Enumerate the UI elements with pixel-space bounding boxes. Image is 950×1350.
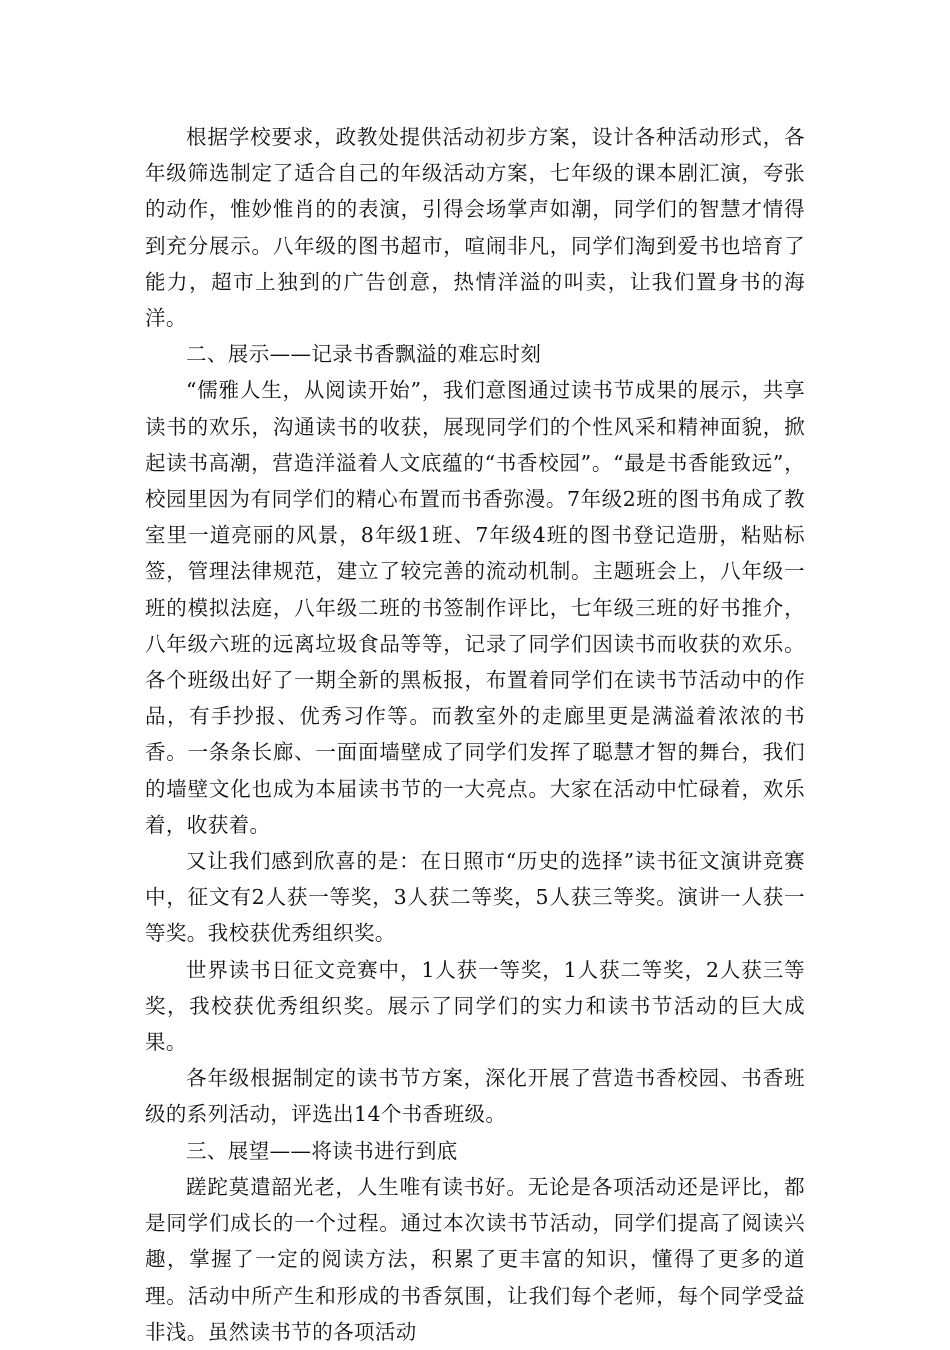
document-body	[145, 119, 805, 1350]
paragraph-activity-plans: 根据学校要求，政教处提供活动初步方案，设计各种活动形式，各年级筛选制定了适合自己的年级活动方案，七年级的课本剧汇演，夸张的动作，惟妙惟肖的的表演，引得会场掌声如潮，同学们的智慧才情得到充分展示。八年级的图书超市，喧闹非凡，同学们淘到爱书也培育了能力，超市上独到的广告创意，热情洋溢的叫卖，让我们置身书的海洋。	[145, 125, 805, 331]
paragraph-outlook: 蹉跎莫遣韶光老，人生唯有读书好。无论是各项活动还是评比，都是同学们成长的一个过程。通过本次读书节活动，同学们提高了阅读兴趣，掌握了一定的阅读方法，积累了更丰富的知识，懂得了更多的道理。活动中所产生和形成的书香氛围，让我们每个老师，每个同学受益非浅。虽然读书节的各项活动	[145, 1174, 805, 1344]
section-heading-showcase: 二、展示——记录书香飘溢的难忘时刻	[186, 342, 542, 367]
section-heading-outlook: 三、展望——将读书进行到底	[186, 1138, 458, 1163]
paragraph-showcase-results: “儒雅人生，从阅读开始”，我们意图通过读书节成果的展示，共享读书的欢乐，沟通读书的收获，展现同学们的个性风采和精神面貌，掀起读书高潮，营造洋溢着人文底蕴的“书香校园”。“最是书香能致远”，校园里因为有同学们的精心布置而书香弥漫。7年级2班的图书角成了教室里一道亮丽的风景，8年级1班、7年级4班的图书登记造册，粘贴标签，管理法律规范，建立了较完善的流动机制。主题班会上，八年级一班的模拟法庭，八年级二班的书签制作评比，七年级三班的好书推介，八年级六班的远离垃圾食品等等，记录了同学们因读书而收获的欢乐。各个班级出好了一期全新的黑板报，布置着同学们在读书节活动中的作品，有手抄报、优秀习作等。而教室外的走廊里更是满溢着浓浓的书香。一条条长廊、一面面墙壁成了同学们发挥了聪慧才智的舞台，我们的墙壁文化也成为本届读书节的一大亮点。大家在活动中忙碌着，欢乐着，收获着。	[145, 378, 805, 837]
paragraph-essay-competition: 又让我们感到欣喜的是：在日照市“历史的选择”读书征文演讲竞赛中，征文有2人获一等奖，3人获二等奖，5人获三等奖。演讲一人获一等奖。我校获优秀组织奖。	[145, 849, 805, 946]
paragraph-world-book-day: 世界读书日征文竞赛中，1人获一等奖，1人获二等奖，2人获三等奖，我校获优秀组织奖。展示了同学们的实力和读书节活动的巨大成果。	[145, 957, 805, 1055]
paragraph-scholarly-classes: 各年级根据制定的读书节方案，深化开展了营造书香校园、书香班级的系列活动，评选出14个书香班级。	[145, 1066, 805, 1127]
